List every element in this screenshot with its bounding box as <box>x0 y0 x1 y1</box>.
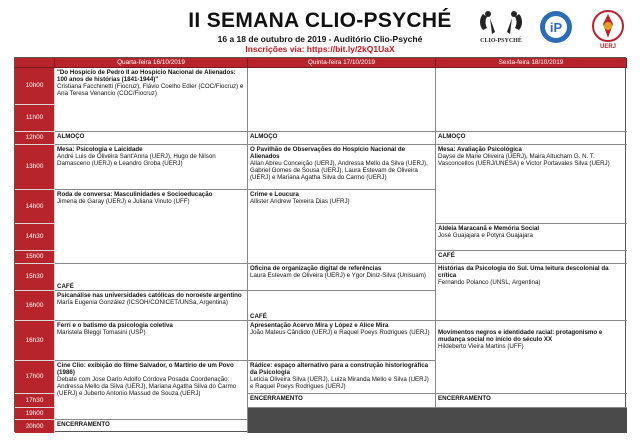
empty-cell <box>436 68 627 132</box>
event-title: Roda de conversa: Masculinidades e Socioeducação <box>57 191 213 198</box>
uerj-logo <box>586 8 630 50</box>
event-cell <box>55 145 248 190</box>
event-cell <box>55 190 248 264</box>
time-slot: 17h00 <box>15 361 55 394</box>
schedule-table <box>14 57 626 432</box>
column-header-thursday: Quinta-feira 17/10/2019 <box>248 58 436 68</box>
time-slot: 17h30 <box>15 394 55 408</box>
event-speakers: Hildeberto Vieira Martins (UFF) <box>438 343 524 351</box>
event-cell <box>436 321 627 394</box>
event-title: Movimentos negros e identidade racial: protagonismo e mudança social no início do século XX <box>438 329 603 344</box>
logo-lettering: UERJ <box>599 44 617 50</box>
column-header-wednesday: Quarta-feira 16/10/2019 <box>55 58 248 68</box>
corner-header <box>15 58 55 68</box>
event-cell: CAFÉ <box>248 291 436 321</box>
time-slot: 12h00 <box>15 132 55 145</box>
event-speakers: André Luis de Oliveira Sant'Anna (UERJ), Hugo de Nilson Damasceno (UERJ) e Leandro Groba (UERJ) <box>57 153 216 168</box>
time-slot: 20h00 <box>15 420 55 433</box>
time-slot: 15h30 <box>15 264 55 291</box>
event-title: Rádice: espaço alternativo para a construção historiográfica da Psicologia <box>250 362 429 377</box>
event-title: Crime e Loucura <box>250 191 299 198</box>
time-slot: 16h00 <box>15 291 55 321</box>
event-title: O Pavilhão de Observações do Hospício Nacional de Alienados <box>250 146 406 161</box>
event-speakers: Jimena de Garay (UERJ) e Juliana Vinuto (UFF) <box>57 198 190 206</box>
event-cell: CAFÉ <box>55 264 248 291</box>
time-slot: 16h30 <box>15 321 55 361</box>
event-speakers: Dayse de Marie Oliveira (UERJ), Maira Altucham G. N. T. Vasconcellos (UERJ/UNESA) e Victor Portavales Silva (UERJ) <box>438 153 610 168</box>
event-title: Cine Clio: exibição do filme Salvador, o Martírio de um Povo (1986) <box>57 362 234 377</box>
event-cell <box>248 321 436 361</box>
event-title: Ferri e o batismo da psicologia coletiva <box>57 322 173 329</box>
registration-link[interactable]: Inscrições via: https://bit.ly/2kQ1UaX <box>245 44 395 54</box>
time-slot: 11h00 <box>15 105 55 132</box>
time-slot: 14h30 <box>15 224 55 251</box>
time-slot: 10h00 <box>15 68 55 105</box>
event-speakers: João Mateus Cândido (UERJ) e Raquel Poeys Rodrigues (UERJ) <box>250 329 430 337</box>
ip-logo <box>536 8 576 48</box>
event-cell <box>248 190 436 264</box>
event-speakers: María Eugenia González (ICSOH/CONICET/UNSa, Argentina) <box>57 299 228 307</box>
time-slot: 19h00 <box>15 408 55 420</box>
event-cell <box>248 361 436 394</box>
time-slot: 15h00 <box>15 251 55 264</box>
event-cell <box>248 264 436 291</box>
empty-cell <box>248 68 436 132</box>
page-title: II SEMANA CLIO-PSYCHÉ <box>188 9 452 32</box>
event-title: Psicanálise nas universidades católicas do noroeste argentino <box>57 292 242 299</box>
time-slot: 14h00 <box>15 190 55 224</box>
event-cell: ALMOÇO <box>436 132 627 145</box>
event-cell <box>436 264 627 321</box>
event-cell: ENCERRAMENTO <box>55 420 248 433</box>
event-cell <box>55 321 248 361</box>
clio-psyche-logo <box>475 8 527 48</box>
event-cell <box>436 224 627 251</box>
event-title: Histórias da Psicologia do Sul. Uma leitura descolonial da crítica <box>438 265 609 280</box>
event-dates: 16 a 18 de outubro de 2019 - Auditório Clio-Psyché <box>217 34 423 44</box>
event-speakers: Fernando Polanco (UNSL, Argentina) <box>438 279 541 287</box>
svg-text:iP: iP <box>549 20 563 35</box>
event-cell: ENCERRAMENTO <box>436 394 627 408</box>
closed-block <box>248 408 436 433</box>
event-speakers: Allan Abreu Conceição (UERJ), Andressa Mello da Silva (UERJ), Gabriel Gomes de Sousa (UERJ), Laura Estevam de Oliveira (UERJ) e Mariana Agatha Silva do Carmo (UERJ) <box>250 160 428 182</box>
event-cell <box>248 145 436 190</box>
event-title: Oficina de organização digital de referências <box>250 265 382 272</box>
event-speakers: Cristiana Facchinetti (Fiocruz), Flávio Coelho Edler (COC/Fiocruz) e Ana Teresa Venancio (COC/Fiocruz) <box>57 83 244 98</box>
event-title: Aldeia Maracanã e Memória Social <box>438 225 540 232</box>
event-speakers: Allister Andrew Teixeira Dias (UFRJ) <box>250 198 350 206</box>
event-cell <box>436 145 627 224</box>
event-title: "Do Hospício de Pedro II ao Hospício Nacional de Alienados: 100 anos de histórias (1841-1944)" <box>57 69 236 84</box>
event-speakers: José Guajajara e Potyra Guajajara <box>438 232 533 240</box>
event-cell: CAFÉ <box>436 251 627 264</box>
event-title: Mesa: Avaliação Psicológica <box>438 146 522 153</box>
event-cell: ENCERRAMENTO <box>248 394 436 408</box>
event-title: Apresentação Acervo Mira y López e Alice Mira <box>250 322 389 329</box>
logo-lettering: CLIO-PSYCHÉ <box>480 38 522 44</box>
event-speakers: Debate com Jose Darío Adolfo Córdova Posada Coordenação: Andressa Mello da Silva (UERJ), Mariana Agatha Silva do Carmo (UERJ) e Juberto Antonio Massud de Souza (UERJ) <box>57 376 237 398</box>
column-header-friday: Sexta-feira 18/10/2019 <box>436 58 627 68</box>
event-cell <box>55 361 248 420</box>
event-cell: ALMOÇO <box>248 132 436 145</box>
event-cell: ALMOÇO <box>55 132 248 145</box>
event-title: Mesa: Psicologia e Laicidade <box>57 146 143 153</box>
time-slot: 13h00 <box>15 145 55 190</box>
event-speakers: Maristela Bleggi Tomasini (USP) <box>57 329 146 337</box>
closed-block <box>436 408 627 433</box>
event-speakers: Laura Estevam de Oliveira (UERJ) e Ygor Diniz-Silva (Unisuam) <box>250 272 426 280</box>
event-cell <box>55 291 248 321</box>
event-speakers: Leticia Oliveira Silva (UERJ), Luiza Miranda Mello e Silva (UERJ) e Raquel Poeys Rodrigues (UERJ) <box>250 376 429 391</box>
event-cell <box>55 68 248 132</box>
